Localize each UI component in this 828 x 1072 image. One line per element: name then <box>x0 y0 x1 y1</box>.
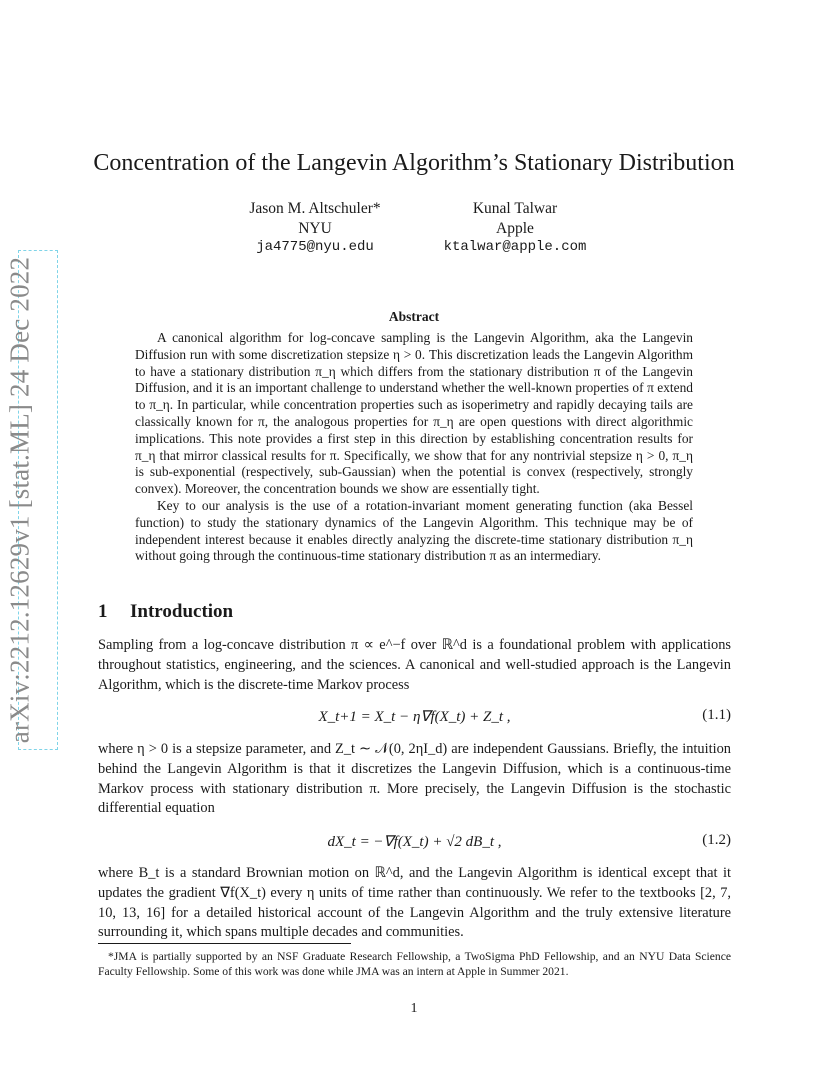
abstract-heading: Abstract <box>388 309 440 324</box>
equation-number: (1.2) <box>702 832 731 848</box>
author-email[interactable]: ktalwar@apple.com <box>443 239 587 255</box>
section-title: Introduction <box>130 601 234 622</box>
abstract-paragraph: Key to our analysis is the use of a rotation-invariant moment generating function (aka Bessel function) to study the stationary dynamics of the Langevin Algorithm. This technique may be of independent interest because it enables directly analyzing the discrete-time stationary distribution π_η without going through the continuous-time stationary distribution π as an intermediary. <box>135 497 693 564</box>
author-block-1 <box>220 199 410 258</box>
abstract-paragraph: A canonical algorithm for log-concave sampling is the Langevin Algorithm, aka the Langevin Diffusion run with some discretization stepsize η > 0. This discretization leads the Langevin Algorithm to have a stationary distribution π_η which differs from the stationary distribution π of the Langevin Diffusion, and it is an important challenge to understand whether the well-known properties of π extend to π_η. In particular, while concentration properties such as isoperimetry and rapidly decaying tails are classically known for π, the analogous properties for π_η are open questions with direct algorithmic implications. This note provides a first step in this direction by establishing concentration results for π_η that mirror classical results for π. Specifically, we show that for any nontrivial stepsize η > 0, π_η is sub-exponential (respectively, sub-Gaussian) when the potential is convex (respectively, strongly convex). Moreover, the concentration bounds we show are essentially tight. <box>135 330 693 497</box>
equation-body: X_t+1 = X_t − η∇f(X_t) + Z_t , <box>318 709 511 725</box>
body-paragraph-text: where B_t is a standard Brownian motion on ℝ^d, and the Langevin Algorithm is identical except that it updates the gradient ∇f(X_t) every η units of time rather than continuously. We refer to the textbooks [2, 7, 10, 13, 16] for a detailed historical account of the Langevin Algorithm and the truly extensive literature surrounding it, which spans multiple decades and communities. <box>98 865 731 941</box>
body-paragraph-text: where η > 0 is a stepsize parameter, and Z_t ∼ 𝒩(0, 2ηI_d) are independent Gaussians. Briefly, the intuition behind the Langevin Algorithm is that it discretizes the Langevin Diffusion, which is a continuous-time Markov process with stationary distribution π. More precisely, the Langevin Diffusion is the stochastic differential equation <box>98 741 731 817</box>
author-affiliation: Apple <box>496 219 534 237</box>
equation-2 <box>98 832 731 854</box>
footnote-text: *JMA is partially supported by an NSF Graduate Research Fellowship, a TwoSigma PhD Fellowship, and an NYU Data Science Faculty Fellowship. Some of this work was done while JMA was an intern at Apple in Summer 2021. <box>98 950 731 978</box>
equation-number: (1.1) <box>702 707 731 723</box>
equation-body: dX_t = −∇f(X_t) + √2 dB_t , <box>327 834 502 850</box>
page-number: 1 <box>410 1001 418 1016</box>
arxiv-identifier[interactable]: arXiv:2212.12629v1 [stat.ML] 24 Dec 2022 <box>4 256 35 744</box>
paper-title: Concentration of the Langevin Algorithm’s Stationary Distribution <box>93 150 735 176</box>
author-name: Kunal Talwar <box>472 200 558 217</box>
footnote <box>98 949 731 979</box>
section-heading <box>98 601 233 623</box>
section-number: 1 <box>98 601 108 622</box>
body-paragraph-text: Sampling from a log-concave distribution π ∝ e^−f over ℝ^d is a foundational problem with applications throughout statistics, engineering, and the sciences. A canonical and well-studied approach is the Langevin Algorithm, which is the discrete-time Markov process <box>98 637 731 693</box>
author-name: Jason M. Altschuler* <box>249 200 381 217</box>
equation-1 <box>98 707 731 729</box>
body-paragraph <box>98 636 731 695</box>
footnote-divider <box>98 943 351 944</box>
abstract-body <box>135 330 693 565</box>
body-paragraph <box>98 740 731 819</box>
author-block-2 <box>420 199 610 258</box>
author-affiliation: NYU <box>298 219 332 237</box>
body-paragraph <box>98 864 731 943</box>
author-email[interactable]: ja4775@nyu.edu <box>256 239 374 255</box>
